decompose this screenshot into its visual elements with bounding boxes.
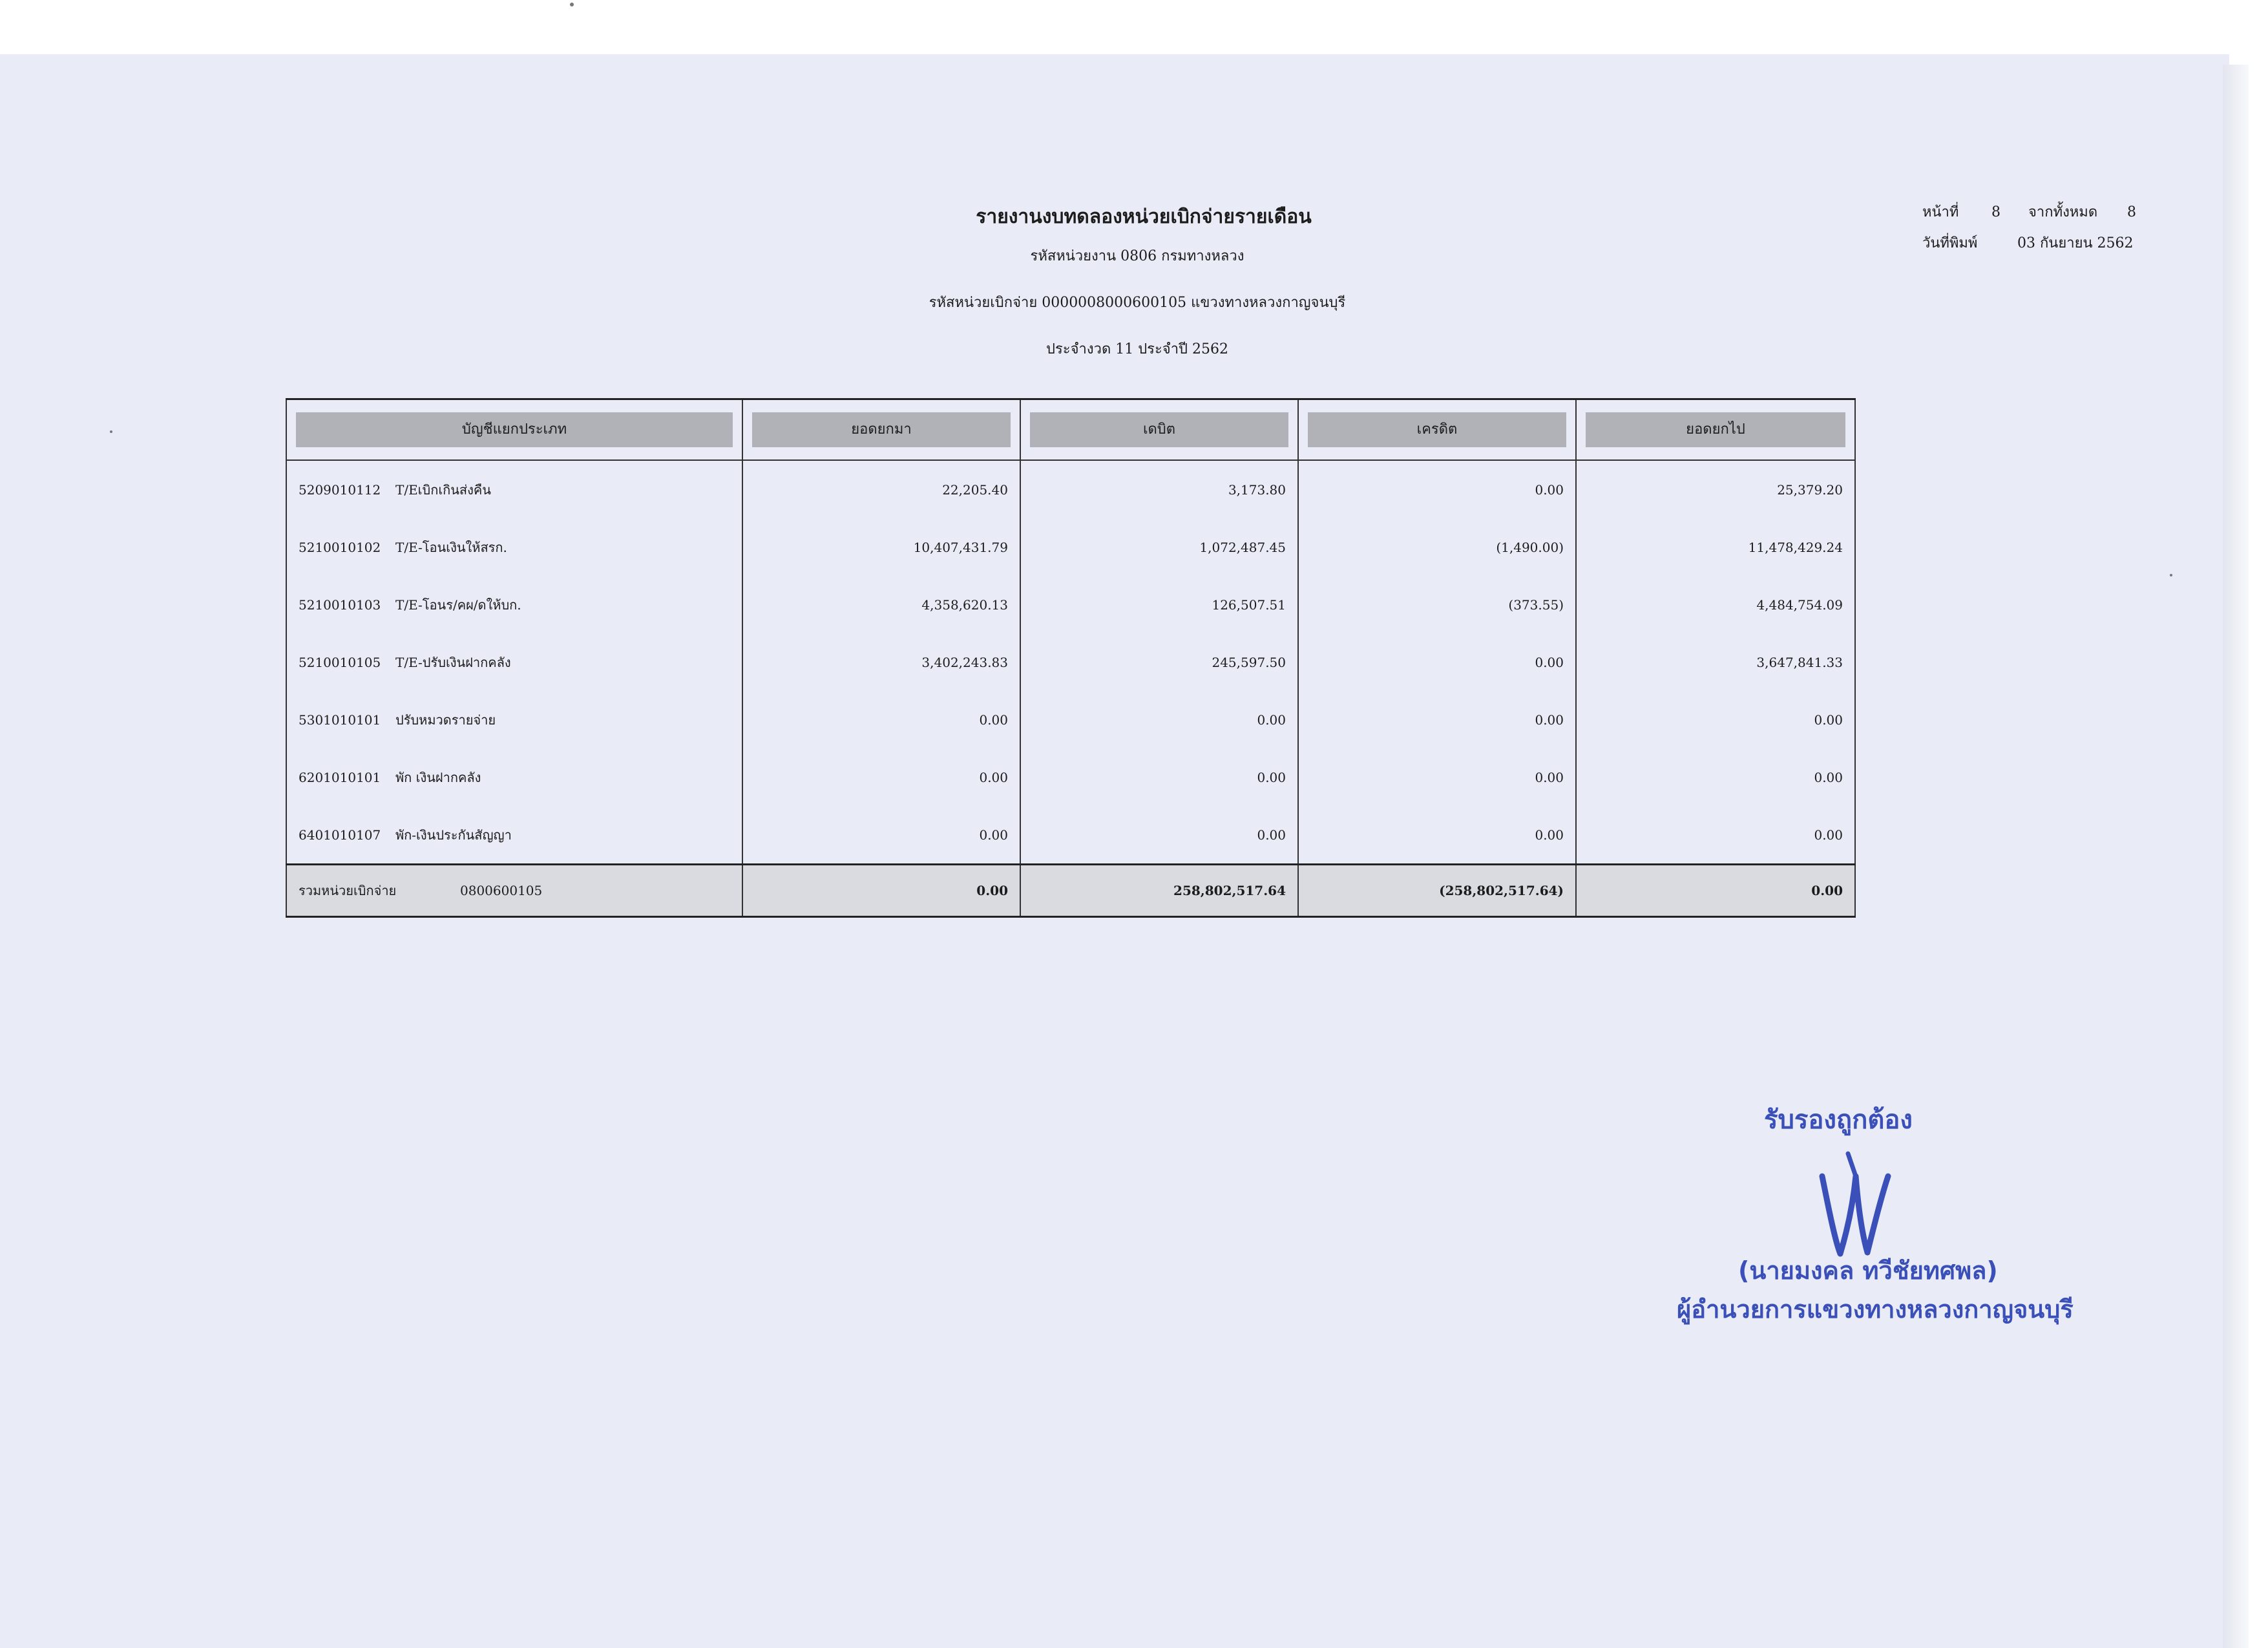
brought-forward-cell: 0.00 (742, 748, 1020, 806)
total-brought-forward: 0.00 (742, 865, 1020, 917)
account-cell (286, 518, 742, 576)
credit-cell: (373.55) (1298, 576, 1576, 633)
brought-forward-cell: 4,358,620.13 (742, 576, 1020, 633)
account-code: 5210010105 (299, 654, 381, 670)
print-date-info (1922, 231, 2134, 254)
header-account (286, 399, 742, 461)
certified-correct-text: รับรองถูกต้อง (1764, 1105, 1913, 1135)
header-credit (1298, 399, 1576, 461)
carried-forward-cell: 3,647,841.33 (1576, 633, 1855, 691)
debit-cell: 1,072,487.45 (1020, 518, 1298, 576)
account-name: T/E-โอนร/คผ/ดให้บก. (395, 597, 521, 613)
print-date-label: วันที่พิมพ์ (1922, 235, 1978, 251)
scan-speck (110, 430, 112, 433)
table-row (286, 748, 1855, 806)
account-name: T/Eเบิกเกินส่งคืน (395, 481, 491, 498)
account-name: พัก เงินฝากคลัง (395, 769, 481, 785)
credit-cell: 0.00 (1298, 460, 1576, 518)
header-debit (1020, 399, 1298, 461)
header-carried-forward-label: ยอดยกไป (1586, 412, 1845, 447)
print-date: 03 กันยายน 2562 (2017, 235, 2134, 251)
total-row (286, 865, 1855, 917)
carried-forward-cell: 0.00 (1576, 806, 1855, 865)
signer-name: (นายมงคล ทวีชัยทศพล) (1738, 1256, 1998, 1285)
carried-forward-cell: 0.00 (1576, 748, 1855, 806)
header-debit-label: เดบิต (1030, 412, 1288, 447)
signer-title: ผู้อำนวยการแขวงทางหลวงกาญจนบุรี (1677, 1295, 2074, 1324)
table-header-row (286, 399, 1855, 461)
page-number-info (1922, 200, 2136, 223)
account-cell (286, 691, 742, 748)
debit-cell: 126,507.51 (1020, 576, 1298, 633)
account-cell (286, 748, 742, 806)
account-cell (286, 633, 742, 691)
header-credit-label: เครดิต (1308, 412, 1566, 447)
period-line: ประจำงวด 11 ประจำปี 2562 (1046, 341, 1228, 357)
total-label-cell (286, 865, 742, 917)
account-code: 5209010112 (299, 481, 381, 498)
total-unit-code: 0800600105 (460, 883, 543, 898)
page-number: 8 (1991, 204, 2000, 220)
brought-forward-cell: 22,205.40 (742, 460, 1020, 518)
debit-cell: 0.00 (1020, 691, 1298, 748)
total-label: รวมหน่วยเบิกจ่าย (299, 883, 397, 898)
total-credit: (258,802,517.64) (1298, 865, 1576, 917)
header-brought-forward (742, 399, 1020, 461)
total-pages-label: จากทั้งหมด (2028, 204, 2098, 220)
table-row (286, 691, 1855, 748)
account-name: T/E-โอนเงินให้สรก. (395, 539, 507, 555)
credit-cell: (1,490.00) (1298, 518, 1576, 576)
credit-cell: 0.00 (1298, 748, 1576, 806)
report-title: รายงานงบทดลองหน่วยเบิกจ่ายรายเดือน (976, 206, 1312, 228)
debit-cell: 0.00 (1020, 748, 1298, 806)
account-code: 6201010101 (299, 769, 381, 785)
account-cell (286, 806, 742, 865)
account-name: ปรับหมวดรายจ่าย (395, 712, 496, 728)
trial-balance-table (286, 398, 1856, 918)
table-row (286, 633, 1855, 691)
paper-edge (2223, 65, 2249, 1648)
credit-cell: 0.00 (1298, 806, 1576, 865)
table-row (286, 576, 1855, 633)
table-row (286, 518, 1855, 576)
scan-speck (2170, 574, 2172, 576)
account-code: 5210010103 (299, 597, 381, 613)
disbursement-unit-line: รหัสหน่วยเบิกจ่าย 0000008000600105 แขวงทางหลวงกาญจนบุรี (929, 295, 1346, 311)
account-name: T/E-ปรับเงินฝากคลัง (395, 654, 511, 670)
account-name: พัก-เงินประกันสัญญา (395, 827, 512, 843)
scan-speck (570, 3, 574, 6)
credit-cell: 0.00 (1298, 633, 1576, 691)
total-pages: 8 (2127, 204, 2136, 220)
carried-forward-cell: 0.00 (1576, 691, 1855, 748)
carried-forward-cell: 25,379.20 (1576, 460, 1855, 518)
carried-forward-cell: 4,484,754.09 (1576, 576, 1855, 633)
header-account-label: บัญชีแยกประเภท (296, 412, 733, 447)
brought-forward-cell: 0.00 (742, 691, 1020, 748)
header-carried-forward (1576, 399, 1855, 461)
table-row (286, 806, 1855, 865)
credit-cell: 0.00 (1298, 691, 1576, 748)
total-carried-forward: 0.00 (1576, 865, 1855, 917)
brought-forward-cell: 10,407,431.79 (742, 518, 1020, 576)
account-cell (286, 576, 742, 633)
brought-forward-cell: 0.00 (742, 806, 1020, 865)
account-code: 5210010102 (299, 539, 381, 555)
debit-cell: 3,173.80 (1020, 460, 1298, 518)
account-code: 6401010107 (299, 827, 381, 843)
total-debit: 258,802,517.64 (1020, 865, 1298, 917)
table-row (286, 460, 1855, 518)
page-label: หน้าที่ (1922, 204, 1959, 220)
agency-line: รหัสหน่วยงาน 0806 กรมทางหลวง (1030, 248, 1244, 264)
signature-mark (1803, 1150, 1906, 1260)
brought-forward-cell: 3,402,243.83 (742, 633, 1020, 691)
debit-cell: 0.00 (1020, 806, 1298, 865)
account-cell (286, 460, 742, 518)
account-code: 5301010101 (299, 712, 381, 728)
carried-forward-cell: 11,478,429.24 (1576, 518, 1855, 576)
header-brought-forward-label: ยอดยกมา (752, 412, 1011, 447)
debit-cell: 245,597.50 (1020, 633, 1298, 691)
